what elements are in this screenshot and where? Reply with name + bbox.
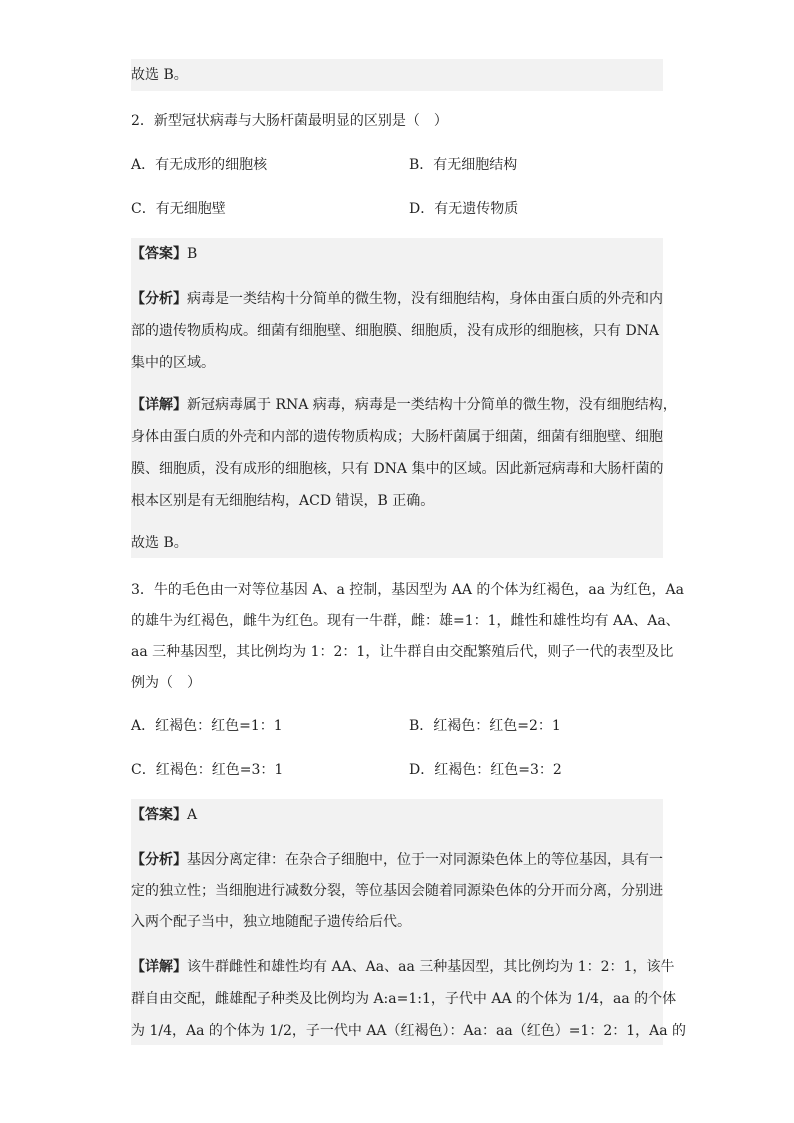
q2-answer — [131, 244, 197, 264]
detail-tag: 【详解】 — [131, 959, 187, 975]
q3-option-b: B．红褐色：红色=2：1 — [409, 718, 561, 734]
q3-answer — [131, 805, 197, 825]
q2-option-d: D．有无遗传物质 — [409, 201, 519, 217]
q3-stem-line: 的雄牛为红褐色，雌牛为红色。现有一牛群，雌：雄=1：1，雌性和雄性均有 AA、Aa、 — [131, 613, 680, 629]
q2-detail — [131, 389, 677, 517]
q3-stem-line: 3．牛的毛色由一对等位基因 A、a 控制，基因型为 AA 的个体为红褐色，aa 为红色，Aa — [131, 582, 684, 598]
detail-line: 群自由交配，雌雄配子种类及比例均为 A:a=1:1，子代中 AA 的个体为 1/4，aa 的个体 — [131, 991, 677, 1007]
detail-line: 根本区别是有无细胞结构，ACD 错误，B 正确。 — [131, 493, 435, 509]
detail-line: 该牛群雌性和雄性均有 AA、Aa、aa 三种基因型，其比例均为 1：2：1，该牛 — [187, 959, 675, 975]
question-2-stem: 2．新型冠状病毒与大肠杆菌最明显的区别是（ ） — [131, 113, 448, 129]
answer-tag: 【答案】 — [131, 246, 187, 262]
analysis-line: 集中的区域。 — [131, 355, 215, 371]
analysis-line: 病毒是一类结构十分简单的微生物，没有细胞结构，身体由蛋白质的外壳和内 — [187, 291, 663, 307]
detail-line: 新冠病毒属于 RNA 病毒，病毒是一类结构十分简单的微生物，没有细胞结构， — [187, 397, 677, 413]
explanation-shading — [131, 59, 663, 91]
q3-detail — [131, 951, 687, 1047]
q3-stem-line: 例为（ ） — [131, 675, 201, 691]
detail-line: 身体由蛋白质的外壳和内部的遗传物质构成；大肠杆菌属于细菌，细菌有细胞壁、细胞 — [131, 429, 663, 445]
answer-value: A — [187, 807, 198, 823]
analysis-line: 入两个配子当中，独立地随配子遗传给后代。 — [131, 914, 411, 930]
q3-analysis — [131, 845, 663, 938]
q3-option-c: C．红褐色：红色=3：1 — [131, 762, 284, 778]
detail-line: 为 1/4，Aa 的个体为 1/2，子一代中 AA（红褐色）：Aa：aa（红色）=1：2：1，Aa 的 — [131, 1023, 687, 1039]
answer-value: B — [187, 246, 198, 262]
q2-option-a: A．有无成形的细胞核 — [131, 157, 268, 173]
q3-stem-line: aa 三种基因型，其比例均为 1：2：1，让牛群自由交配繁殖后代，则子一代的表型及比 — [131, 644, 674, 660]
analysis-line: 定的独立性；当细胞进行减数分裂，等位基因会随着同源染色体的分开而分离，分别进 — [131, 883, 663, 899]
q3-option-d: D．红褐色：红色=3：2 — [409, 762, 562, 778]
answer-tag: 【答案】 — [131, 807, 187, 823]
analysis-tag: 【分析】 — [131, 291, 187, 307]
q2-analysis — [131, 283, 663, 379]
detail-tag: 【详解】 — [131, 397, 187, 413]
q2-option-b: B．有无细胞结构 — [409, 157, 518, 173]
q2-option-c: C．有无细胞壁 — [131, 201, 226, 217]
q2-conclusion: 故选 B。 — [131, 535, 188, 551]
q3-option-a: A．红褐色：红色=1：1 — [131, 718, 283, 734]
question-3-stem — [131, 575, 684, 699]
detail-line: 膜、细胞质，没有成形的细胞核，只有 DNA 集中的区域。因此新冠病毒和大肠杆菌的 — [131, 461, 664, 477]
analysis-line: 部的遗传物质构成。细菌有细胞壁、细胞膜、细胞质，没有成形的细胞核，只有 DNA — [131, 323, 660, 339]
conclusion-text: 故选 B。 — [131, 67, 188, 83]
analysis-tag: 【分析】 — [131, 852, 187, 868]
analysis-line: 基因分离定律：在杂合子细胞中，位于一对同源染色体上的等位基因，具有一 — [187, 852, 663, 868]
